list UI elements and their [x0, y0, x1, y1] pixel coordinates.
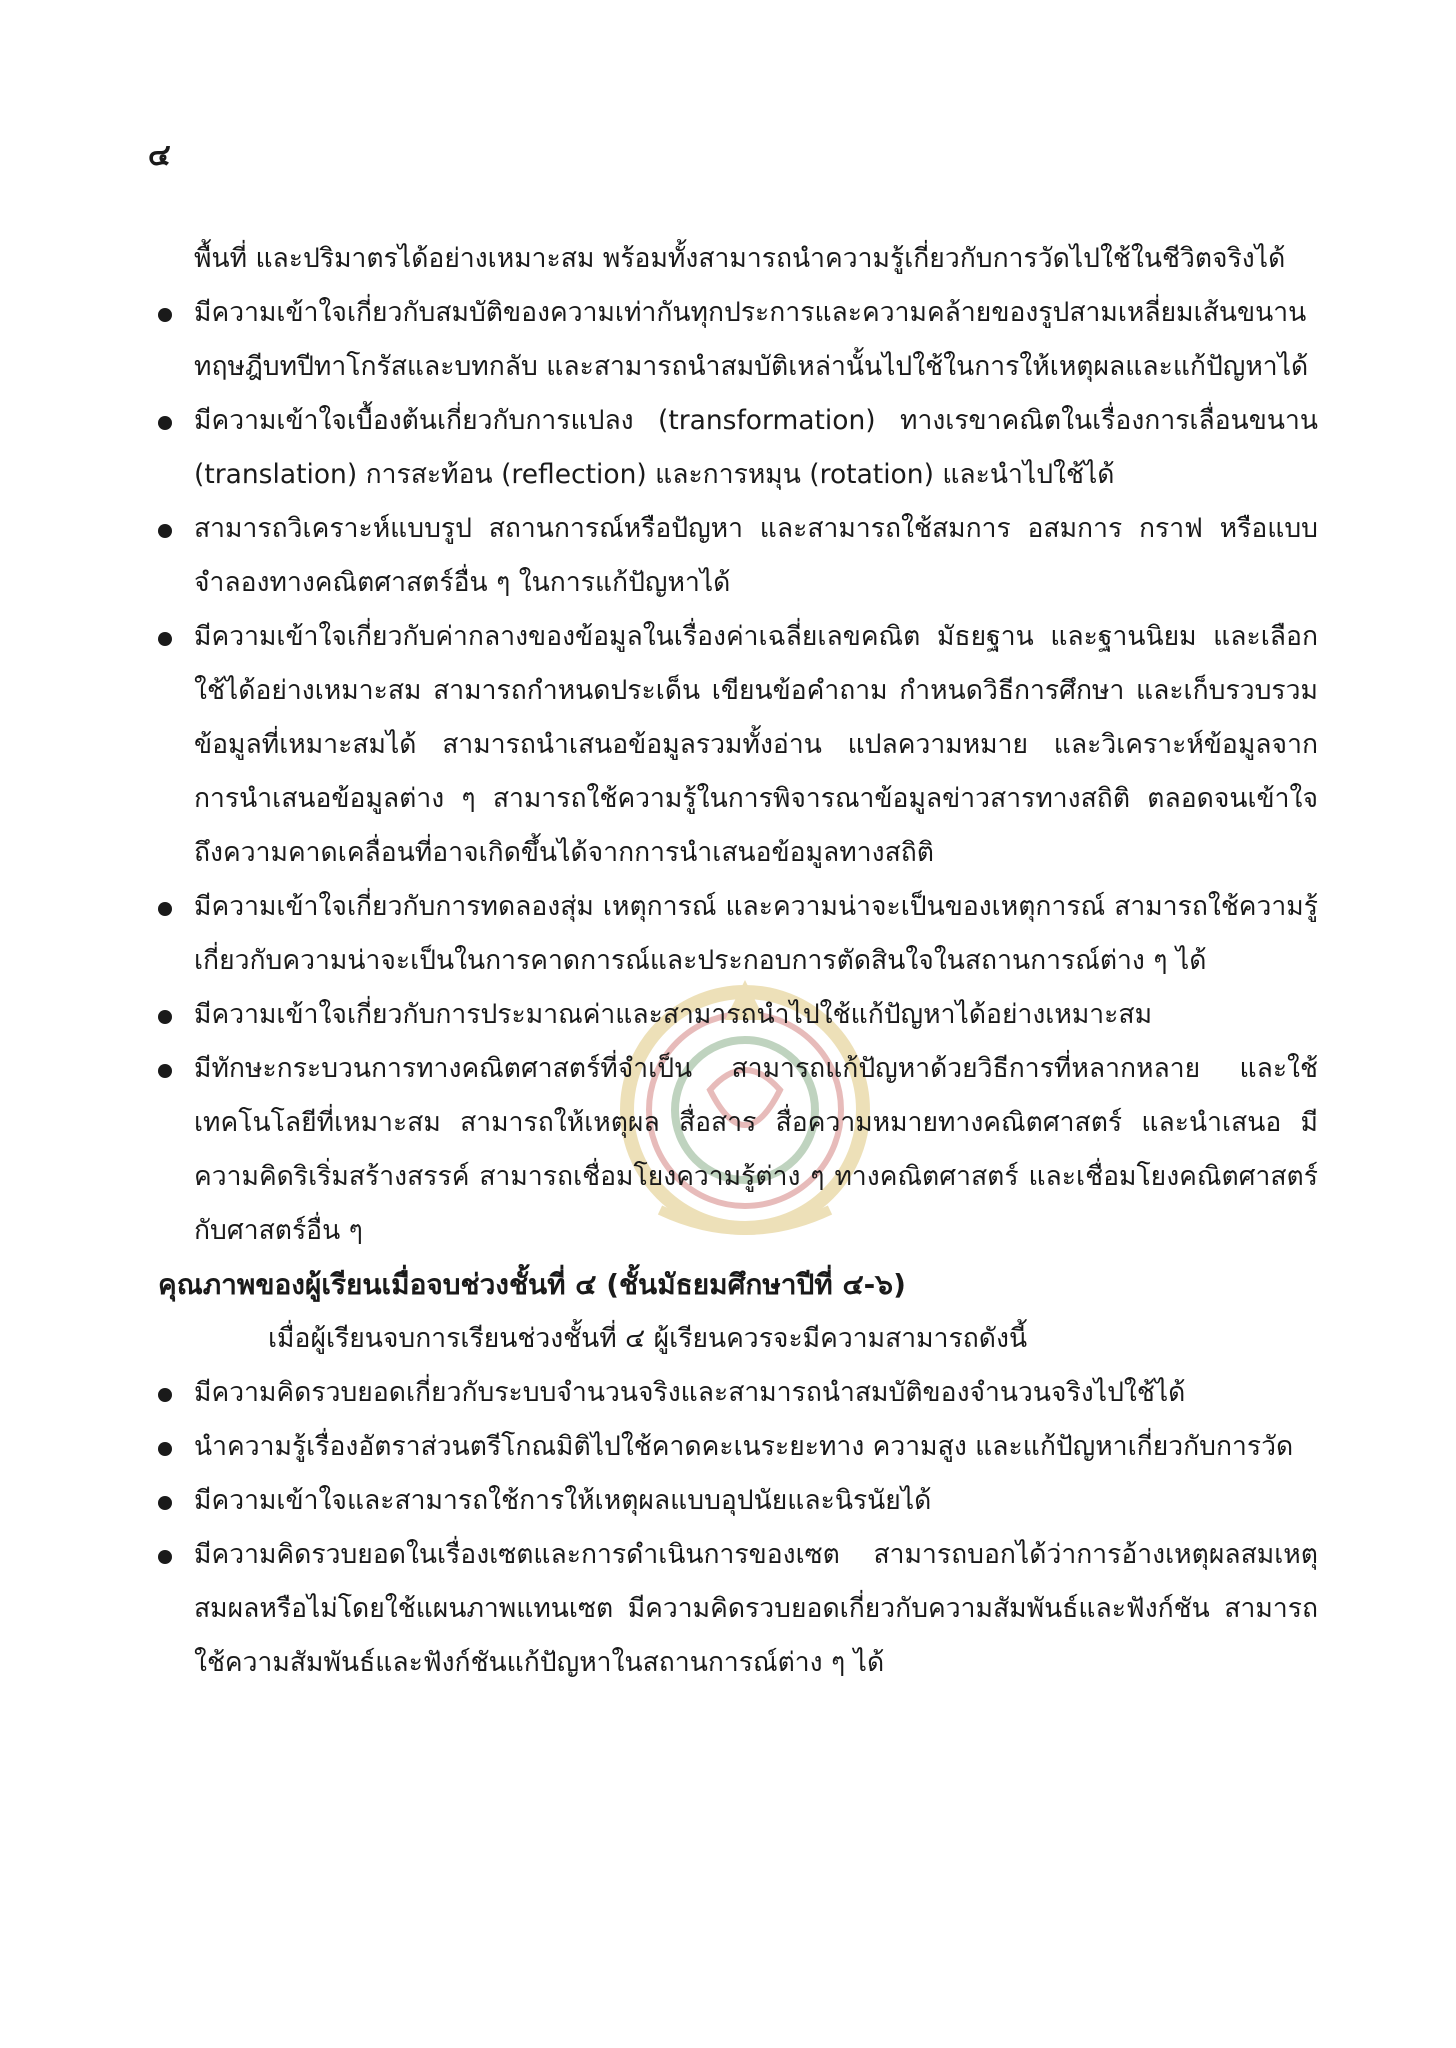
- bullet-icon: [158, 308, 172, 322]
- list-item: มีความเข้าใจเกี่ยวกับค่ากลางของข้อมูลในเรื่องค่าเฉลี่ยเลขคณิต มัธยฐาน และฐานนิยม และเลือกใช้ได้อย่างเหมาะสม สามารถกำหนดประเด็น เขียนข้อคำถาม กำหนดวิธีการศึกษา และเก็บรวบรวมข้อมูลที่เหมาะสมได้ สามารถนำเสนอข้อมูลรวมทั้งอ่าน แปลความหมาย และวิเคราะห์ข้อมูลจากการนำเสนอข้อมูลต่าง ๆ สามารถใช้ความรู้ในการพิจารณาข้อมูลข่าวสารทางสถิติ ตลอดจนเข้าใจถึงความคาดเคลื่อนที่อาจเกิดขึ้นได้จากการนำเสนอข้อมูลทางสถิติ: [158, 610, 1318, 880]
- list-item: สามารถวิเคราะห์แบบรูป สถานการณ์หรือปัญหา และสามารถใช้สมการ อสมการ กราฟ หรือแบบจำลองทางคณิตศาสตร์อื่น ๆ ในการแก้ปัญหาได้: [158, 502, 1318, 610]
- list-item: มีความเข้าใจและสามารถใช้การให้เหตุผลแบบอุปนัยและนิรนัยได้: [158, 1474, 1318, 1528]
- bullet-icon: [158, 1388, 172, 1402]
- list-item: มีความเข้าใจเกี่ยวกับการประมาณค่าและสามารถนำไปใช้แก้ปัญหาได้อย่างเหมาะสม: [158, 988, 1318, 1042]
- bullet-icon: [158, 902, 172, 916]
- bullet-icon: [158, 1010, 172, 1024]
- bullet-icon: [158, 1442, 172, 1456]
- page-number: ๔: [148, 138, 171, 173]
- list-item: มีความเข้าใจเกี่ยวกับสมบัติของความเท่ากันทุกประการและความคล้ายของรูปสามเหลี่ยมเส้นขนาน ทฤษฎีบทปีทาโกรัสและบทกลับ และสามารถนำสมบัติเหล่านั้นไปใช้ในการให้เหตุผลและแก้ปัญหาได้: [158, 286, 1318, 394]
- list-item: มีความคิดรวบยอดเกี่ยวกับระบบจำนวนจริงและสามารถนำสมบัติของจำนวนจริงไปใช้ได้: [158, 1366, 1318, 1420]
- bullet-icon: [158, 524, 172, 538]
- bullet-list-part1: [158, 286, 1318, 1258]
- bullet-icon: [158, 1550, 172, 1564]
- list-item: นำความรู้เรื่องอัตราส่วนตรีโกณมิติไปใช้คาดคะเนระยะทาง ความสูง และแก้ปัญหาเกี่ยวกับการวัด: [158, 1420, 1318, 1474]
- bullet-list-part2: [158, 1366, 1318, 1690]
- continuation-paragraph: พื้นที่ และปริมาตรได้อย่างเหมาะสม พร้อมทั้งสามารถนำความรู้เกี่ยวกับการวัดไปใช้ในชีวิตจริงได้: [194, 243, 1286, 274]
- list-item: มีความเข้าใจเกี่ยวกับการทดลองสุ่ม เหตุการณ์ และความน่าจะเป็นของเหตุการณ์ สามารถใช้ความรู้เกี่ยวกับความน่าจะเป็นในการคาดการณ์และประกอบการตัดสินใจในสถานการณ์ต่าง ๆ ได้: [158, 880, 1318, 988]
- section-heading: คุณภาพของผู้เรียนเมื่อจบช่วงชั้นที่ ๔ (ชั้นมัธยมศึกษาปีที่ ๔-๖): [158, 1268, 906, 1301]
- bullet-icon: [158, 1064, 172, 1078]
- bullet-icon: [158, 416, 172, 430]
- list-item: มีความเข้าใจเบื้องต้นเกี่ยวกับการแปลง (transformation) ทางเรขาคณิตในเรื่องการเลื่อนขนาน (translation) การสะท้อน (reflection) และการหมุน (rotation) และนำไปใช้ได้: [158, 394, 1318, 502]
- section-intro: เมื่อผู้เรียนจบการเรียนช่วงชั้นที่ ๔ ผู้เรียนควรจะมีความสามารถดังนี้: [268, 1323, 1028, 1354]
- document-body: [158, 232, 1318, 1690]
- list-item: มีทักษะกระบวนการทางคณิตศาสตร์ที่จำเป็น สามารถแก้ปัญหาด้วยวิธีการที่หลากหลาย และใช้เทคโนโลยีที่เหมาะสม สามารถให้เหตุผล สื่อสาร สื่อความหมายทางคณิตศาสตร์ และนำเสนอ มีความคิดริเริ่มสร้างสรรค์ สามารถเชื่อมโยงความรู้ต่าง ๆ ทางคณิตศาสตร์ และเชื่อมโยงคณิตศาสตร์กับศาสตร์อื่น ๆ: [158, 1042, 1318, 1258]
- list-item: มีความคิดรวบยอดในเรื่องเซตและการดำเนินการของเซต สามารถบอกได้ว่าการอ้างเหตุผลสมเหตุสมผลหรือไม่โดยใช้แผนภาพแทนเซต มีความคิดรวบยอดเกี่ยวกับความสัมพันธ์และฟังก์ชัน สามารถใช้ความสัมพันธ์และฟังก์ชันแก้ปัญหาในสถานการณ์ต่าง ๆ ได้: [158, 1528, 1318, 1690]
- bullet-icon: [158, 632, 172, 646]
- bullet-icon: [158, 1496, 172, 1510]
